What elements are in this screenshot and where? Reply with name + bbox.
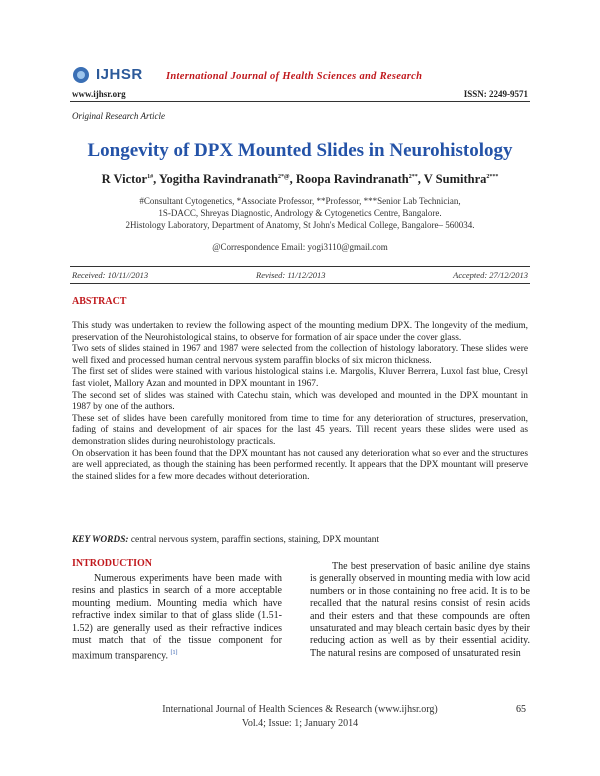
abstract-paragraph: On observation it has been found that the DPX mountant has not caused any deterioration what so ever and the structures are well appreciated, as though the staining has been performed recently. It appears that the DPX mountant will preserve the stained slides for a few more decades without deterioration. [72, 448, 528, 482]
keywords-text: central nervous system, paraffin sections, staining, DPX mountant [130, 535, 380, 545]
abstract-paragraph: This study was undertaken to review the following aspect of the mounting medium DPX. The longevity of the medium, preservation of the Neurohistological stains, to observe for formation of air space under the cover glass. [72, 321, 528, 343]
revised-date: Revised: 11/12/2013 [256, 270, 326, 280]
dates-top-rule [70, 266, 530, 267]
dates-bottom-rule [70, 283, 530, 284]
intro-left-text: Numerous experiments have been made with resins and plastics in search of a more acceptable mounting medium. Mounting media which have refractive index similar to that of glass slide (1.51-1.52) are generally used as their refractive indices must match that of the tissue component for maximum transparency. [72, 573, 282, 662]
keywords [72, 535, 379, 545]
journal-name: International Journal of Health Sciences and Research [166, 71, 423, 82]
citation-link[interactable]: [1] [170, 650, 178, 657]
paper-title: Longevity of DPX Mounted Slides in Neurohistology [87, 140, 513, 161]
header-divider [70, 101, 530, 102]
article-type: Original Research Article [72, 111, 165, 121]
received-date: Received: 10/11//2013 [72, 270, 149, 280]
author-list: R Victor$^{1\#}$, Yogitha Ravindranath$^{2*@}$, Roopa Ravindranath$^{2**}$, V Sumithra$^{2***}$ [101, 172, 499, 186]
intro-right-column [310, 561, 530, 660]
page-number: 65 [516, 704, 526, 715]
abstract-body [72, 321, 528, 483]
keywords-label: KEY WORDS: [72, 535, 129, 545]
abstract-paragraph: The second set of slides was stained with Catechu stain, which was developed and mounted in the DPX mountant in 1987 by one of the authors. [72, 390, 528, 413]
journal-website[interactable]: www.ijhsr.org [72, 89, 126, 99]
affiliation-2: 2Histology Laboratory, Department of Anatomy, St John's Medical College, Bangalore– 560034. [125, 220, 475, 230]
accepted-date: Accepted: 27/12/2013 [453, 270, 528, 280]
introduction-heading: INTRODUCTION [72, 558, 153, 569]
intro-right-text: The best preservation of basic aniline dye stains is generally observed in mounting media with low acid numbers or in those containing no free acid. It is to be recalled that the natural resins consist of resin acids and their esters and that these compounds are often unsaturated and may bleach certain basic dyes by their reducing action as well as by their essential acidity. The natural resins are composed of unsaturated resin [310, 561, 530, 659]
affiliation-roles: #Consultant Cytogenetics, *Associate Professor, **Professor, ***Senior Lab Technician, [139, 196, 461, 206]
abstract-heading: ABSTRACT [72, 296, 127, 307]
abstract-paragraph: The first set of slides were stained with various histological stains i.e. Margolis, Kluver Berrera, Luxol fast blue, Cresyl fast violet, Mallory Azan and mounted in DPX mountant in 1967. [72, 367, 528, 389]
correspondence-email[interactable]: @Correspondence Email: yogi3110@gmail.com [212, 242, 388, 252]
affiliation-1: 1S-DACC, Shreyas Diagnostic, Andrology & Cytogenetics Centre, Bangalore. [158, 208, 442, 218]
logo-text: IJHSR [96, 66, 143, 83]
footer-volume: Vol.4; Issue: 1; January 2014 [241, 718, 359, 729]
intro-left-column [72, 573, 282, 663]
footer-journal: International Journal of Health Sciences & Research (www.ijhsr.org) [162, 704, 438, 715]
abstract-paragraph: Two sets of slides stained in 1967 and 1987 were selected from the collection of histology laboratory. These slides were well fixed and processed human central nervous system paraffin blocks of six micron thickness. [72, 344, 528, 366]
abstract-paragraph: These set of slides have been carefully monitored from time to time for any deterioration of structures, preservation, fading of stains and development of air spaces for the last 45 years. Till recent years these slides were used as demonstration slides during neurohistology practicals. [72, 413, 528, 447]
issn: ISSN: 2249-9571 [463, 89, 528, 99]
